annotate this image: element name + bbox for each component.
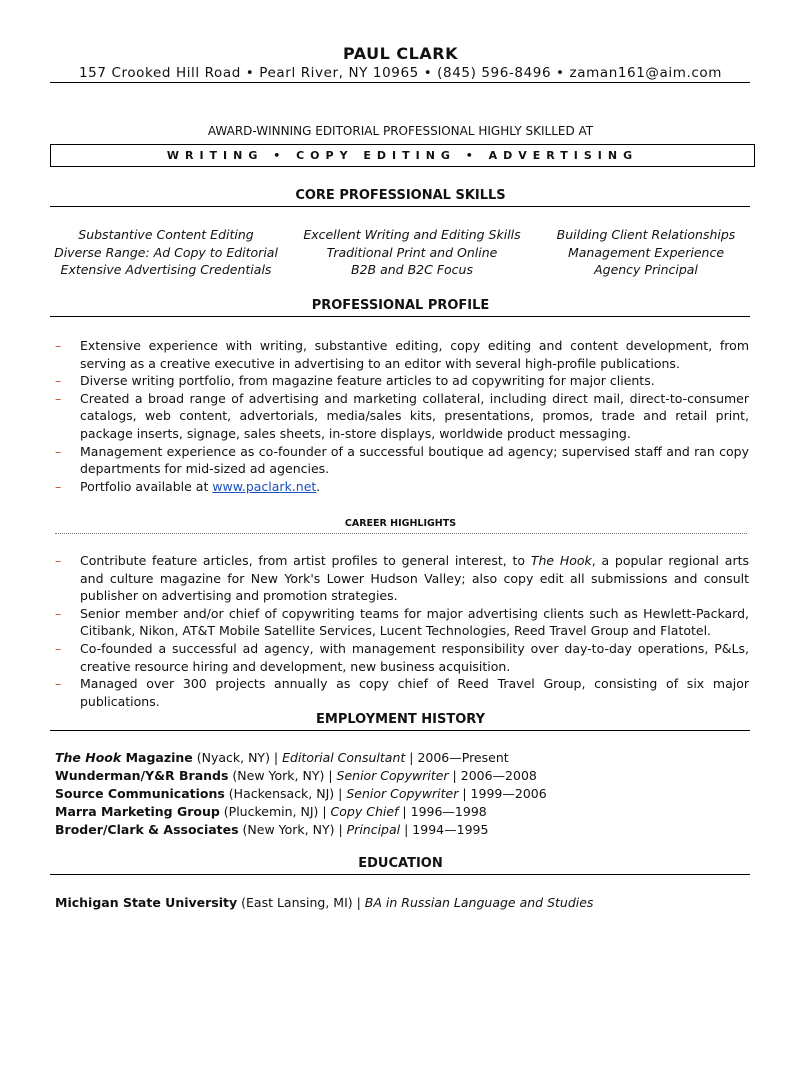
skill-item: Traditional Print and Online <box>326 244 498 260</box>
bullet-dash: – <box>55 676 62 692</box>
employer-name: Wunderman/Y&R Brands <box>55 768 229 783</box>
list-item-text: Co-founded a successful ad agency, with management responsibility over day-to-day operations, P&Ls, creative resource hiring and development, new business acquisition. <box>80 640 749 674</box>
contact-line: 157 Crooked Hill Road • Pearl River, NY 10965 • (845) 596-8496 • zaman161@aim.com <box>78 65 723 81</box>
list-item <box>55 640 749 675</box>
job-dates: | 1999—2006 <box>458 786 547 801</box>
job-title: Copy Chief <box>330 804 399 819</box>
list-item <box>55 478 749 496</box>
education-entry <box>55 894 755 912</box>
school-name: Michigan State University <box>55 895 238 910</box>
bullet-dash: – <box>55 640 62 656</box>
employer-name: Broder/Clark & Associates <box>55 822 239 837</box>
core-skills-title: CORE PROFESSIONAL SKILLS <box>295 188 506 203</box>
list-item <box>55 372 749 390</box>
degree: BA in Russian Language and Studies <box>364 895 594 910</box>
list-item <box>55 337 749 372</box>
employer-name: Source Communications <box>55 786 225 801</box>
job-title: Senior Copywriter <box>336 768 449 783</box>
job-title: Senior Copywriter <box>346 786 459 801</box>
job-dates: | 2006—Present <box>405 750 509 765</box>
bullet-dash: – <box>55 338 62 353</box>
employer-location: (Hackensack, NJ) | <box>224 786 347 801</box>
bullet-dash: – <box>55 553 62 568</box>
list-item <box>55 390 749 443</box>
skills-column-3 <box>530 226 762 279</box>
skill-banner: WRITING • COPY EDITING • ADVERTISING <box>50 144 755 167</box>
bullet-dash: – <box>55 390 62 406</box>
highlights-list <box>55 552 749 710</box>
candidate-name: PAUL CLARK <box>343 44 458 63</box>
list-item-text: , a popular regional arts and culture magazine for New York's Lower Hudson Valley; also copy edit all submissions and consult publisher on advertising and promotion strategies. <box>80 553 749 604</box>
highlights-title: CAREER HIGHLIGHTS <box>344 518 457 529</box>
employer-name-italic: The Hook <box>55 750 122 765</box>
employment-divider <box>50 730 750 731</box>
education-divider <box>50 874 750 875</box>
core-skills-divider <box>50 206 750 207</box>
list-item-text: Senior member and/or chief of copywriting teams for major advertising clients such as Hewlett-Packard, Citibank, Nikon, AT&T Mobile Satellite Services, Lucent Technologies, Reed Travel Group and Flatotel. <box>80 605 749 639</box>
employer-location: (Nyack, NY) | <box>192 750 283 765</box>
header-divider <box>50 82 750 83</box>
skill-item: Substantive Content Editing <box>78 227 254 242</box>
list-item <box>55 605 749 640</box>
employment-entry <box>55 767 755 785</box>
profile-divider <box>50 316 750 317</box>
skill-item: Agency Principal <box>594 262 698 277</box>
skills-column-1 <box>50 226 282 279</box>
list-item-text: Diverse writing portfolio, from magazine feature articles to ad copywriting for major clients. <box>80 373 655 389</box>
employer-location: (New York, NY) | <box>228 768 337 783</box>
employer-location: (New York, NY) | <box>238 822 347 837</box>
portfolio-link[interactable]: www.paclark.net <box>212 478 317 494</box>
employment-entry <box>55 749 755 767</box>
list-item <box>55 675 749 710</box>
job-title: Principal <box>346 822 401 837</box>
bullet-dash: – <box>55 443 62 459</box>
profile-list <box>55 337 749 495</box>
list-item <box>55 443 749 478</box>
skills-column-2 <box>296 226 528 279</box>
skill-item: B2B and B2C Focus <box>351 262 473 277</box>
bullet-dash: – <box>55 605 62 621</box>
skill-item: Diverse Range: Ad Copy to Editorial <box>54 244 278 260</box>
job-title: Editorial Consultant <box>282 750 406 765</box>
profile-title: PROFESSIONAL PROFILE <box>311 298 490 313</box>
portfolio-prefix: Portfolio available at <box>80 478 213 494</box>
job-dates: | 2006—2008 <box>448 768 537 783</box>
skill-item: Excellent Writing and Editing Skills <box>303 227 521 242</box>
employment-list <box>55 749 755 839</box>
bullet-dash: – <box>55 373 62 389</box>
school-location: (East Lansing, MI) | <box>237 895 365 910</box>
employment-entry <box>55 803 755 821</box>
job-dates: | 1994—1995 <box>400 822 489 837</box>
employment-entry <box>55 821 755 839</box>
list-item-text: Management experience as co-founder of a successful boutique ad agency; supervised staff and ran copy departments for mid-sized ad agencies. <box>80 443 749 477</box>
employment-entry <box>55 785 755 803</box>
publication-name: The Hook <box>530 553 592 568</box>
portfolio-suffix: . <box>316 478 321 494</box>
skill-item: Building Client Relationships <box>556 227 736 242</box>
skill-item: Extensive Advertising Credentials <box>60 262 272 277</box>
tagline: AWARD-WINNING EDITORIAL PROFESSIONAL HIGHLY SKILLED AT <box>207 124 594 138</box>
list-item-text: Extensive experience with writing, substantive editing, copy editing and content development, from serving as a creative executive in advertising to an editor with several high-profile publications. <box>80 338 749 371</box>
skill-item: Management Experience <box>567 244 725 260</box>
list-item <box>55 552 749 605</box>
highlights-divider <box>55 533 747 534</box>
job-dates: | 1996—1998 <box>398 804 487 819</box>
employment-title: EMPLOYMENT HISTORY <box>316 712 485 727</box>
education-title: EDUCATION <box>358 856 443 871</box>
employer-name: Magazine <box>121 750 193 765</box>
bullet-dash: – <box>55 478 62 494</box>
list-item-text: Managed over 300 projects annually as copy chief of Reed Travel Group, consisting of six major publications. <box>80 676 749 709</box>
list-item-text: Created a broad range of advertising and marketing collateral, including direct mail, direct-to-consumer catalogs, web content, advertorials, media/sales kits, presentations, promos, trade and retail print, package inserts, signage, sales sheets, in-store displays, worldwide product messaging. <box>80 390 749 441</box>
employer-location: (Pluckemin, NJ) | <box>219 804 331 819</box>
employer-name: Marra Marketing Group <box>55 804 220 819</box>
list-item-text: Contribute feature articles, from artist profiles to general interest, to <box>80 553 531 568</box>
